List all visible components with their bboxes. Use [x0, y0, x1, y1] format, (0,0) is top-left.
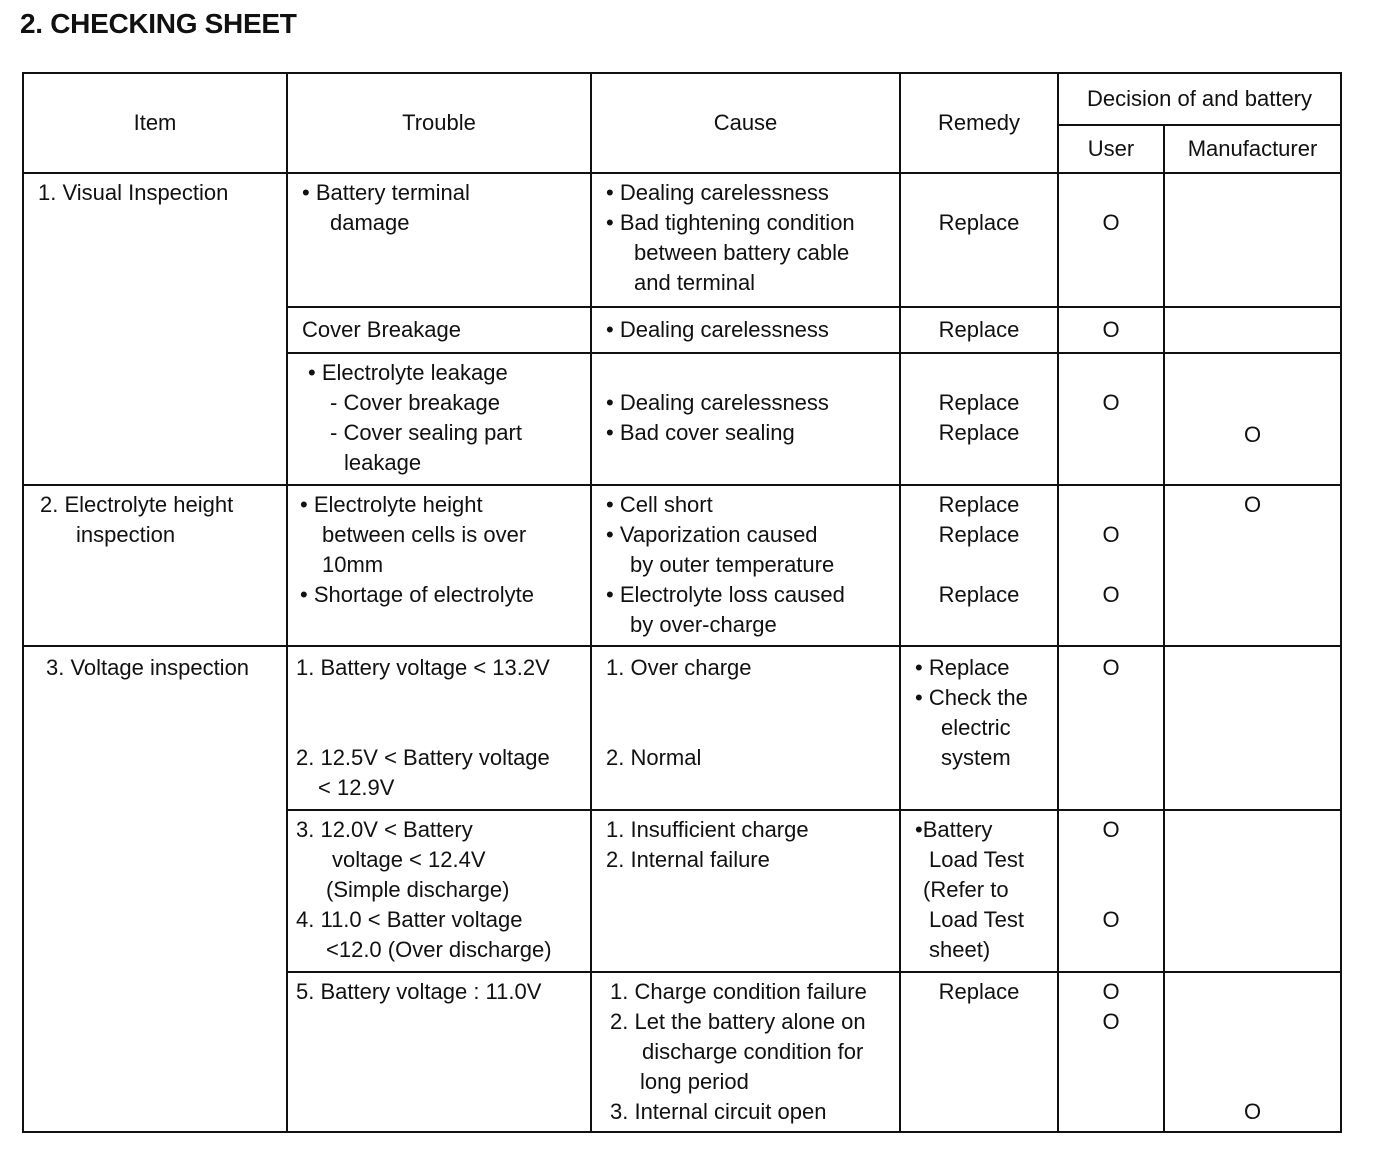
cause-line: 2. Normal — [606, 745, 702, 770]
remedy-line: Replace — [938, 582, 1020, 607]
remedy-line: •Battery — [915, 817, 993, 842]
cause-line: • Dealing carelessness — [606, 317, 829, 342]
user-cell — [1058, 646, 1164, 810]
remedy-line: Replace — [938, 210, 1020, 235]
remedy-line: electric — [941, 715, 1011, 740]
cause-line: 1. Charge condition failure — [610, 979, 867, 1004]
trouble-line: - Cover sealing part — [330, 420, 522, 445]
remedy-line: Replace — [938, 522, 1020, 547]
user-mark: O — [1102, 317, 1120, 342]
remedy-line: Load Test — [929, 907, 1025, 932]
manufacturer-cell — [1164, 646, 1341, 810]
manufacturer-cell — [1164, 810, 1341, 972]
manufacturer-cell — [1164, 307, 1341, 353]
remedy-cell — [900, 307, 1058, 353]
trouble-cell — [287, 353, 591, 485]
table-row — [23, 646, 1341, 810]
trouble-line: damage — [330, 210, 410, 235]
trouble-line: 3. 12.0V < Battery — [296, 817, 473, 842]
remedy-cell — [900, 972, 1058, 1132]
cause-cell — [591, 307, 900, 353]
trouble-cell — [287, 972, 591, 1132]
user-mark: O — [1102, 522, 1120, 547]
spacer — [909, 550, 1049, 580]
remedy-line: Replace — [938, 317, 1020, 342]
remedy-line: Replace — [938, 979, 1020, 1004]
remedy-cell — [900, 353, 1058, 485]
cause-line: 3. Internal circuit open — [610, 1099, 827, 1124]
header-cause: Cause — [591, 73, 900, 173]
user-mark: O — [1102, 817, 1120, 842]
remedy-line: • Replace — [915, 655, 1010, 680]
cause-line: 2. Let the battery alone on — [610, 1009, 866, 1034]
trouble-line: • Battery terminal — [302, 180, 470, 205]
cause-cell — [591, 646, 900, 810]
cause-line: • Bad tightening condition — [606, 210, 855, 235]
cause-line: and terminal — [634, 270, 756, 295]
user-cell — [1058, 972, 1164, 1132]
item-label: 1. Visual Inspection — [38, 180, 229, 205]
manufacturer-mark: O — [1243, 1099, 1262, 1124]
trouble-line: <12.0 (Over discharge) — [326, 937, 552, 962]
cause-cell — [591, 353, 900, 485]
manufacturer-mark: O — [1243, 492, 1262, 517]
spacer — [1067, 845, 1155, 905]
spacer — [1067, 550, 1155, 580]
remedy-cell — [900, 173, 1058, 307]
page-title: 2. CHECKING SHEET — [20, 8, 297, 39]
cause-cell — [591, 485, 900, 646]
remedy-line: Load Test — [929, 847, 1025, 872]
trouble-line: 2. 12.5V < Battery voltage — [296, 745, 550, 770]
item-cell — [23, 173, 287, 485]
trouble-line: 10mm — [322, 552, 384, 577]
remedy-cell — [900, 810, 1058, 972]
trouble-cell — [287, 810, 591, 972]
user-cell — [1058, 810, 1164, 972]
table-row — [23, 485, 1341, 646]
trouble-line: Cover Breakage — [302, 317, 461, 342]
user-cell — [1058, 353, 1164, 485]
header-decision: Decision of and battery — [1058, 73, 1341, 125]
header-trouble: Trouble — [287, 73, 591, 173]
item-label: 3. Voltage inspection — [46, 655, 250, 680]
trouble-cell — [287, 307, 591, 353]
spacer — [296, 683, 582, 743]
cause-cell — [591, 972, 900, 1132]
trouble-line: leakage — [344, 450, 422, 475]
checking-sheet-table — [22, 72, 1342, 1133]
trouble-cell — [287, 173, 591, 307]
header-item: Item — [23, 73, 287, 173]
header-user: User — [1058, 125, 1164, 173]
remedy-line: Replace — [938, 420, 1020, 445]
cause-line: • Electrolyte loss caused — [606, 582, 845, 607]
user-cell — [1058, 485, 1164, 646]
trouble-line: (Simple discharge) — [326, 877, 510, 902]
manufacturer-cell — [1164, 972, 1341, 1132]
user-mark: O — [1102, 1009, 1120, 1034]
cause-line: 1. Over charge — [606, 655, 752, 680]
item-label: 2. Electrolyte height — [40, 492, 234, 517]
cause-line: • Cell short — [606, 492, 713, 517]
cause-line: by outer temperature — [630, 552, 835, 577]
cause-cell — [591, 173, 900, 307]
manufacturer-cell — [1164, 485, 1341, 646]
remedy-line: Replace — [938, 390, 1020, 415]
user-mark: O — [1102, 390, 1120, 415]
item-cell — [23, 485, 287, 646]
cause-line: • Bad cover sealing — [606, 420, 795, 445]
cause-line: between battery cable — [634, 240, 850, 265]
table-row — [23, 173, 1341, 307]
remedy-cell — [900, 646, 1058, 810]
trouble-line: • Electrolyte leakage — [308, 360, 508, 385]
remedy-cell — [900, 485, 1058, 646]
trouble-line: - Cover breakage — [330, 390, 500, 415]
trouble-cell — [287, 485, 591, 646]
cause-line: 2. Internal failure — [606, 847, 770, 872]
cause-line: • Vaporization caused — [606, 522, 818, 547]
trouble-line: 1. Battery voltage < 13.2V — [296, 655, 550, 680]
trouble-line: < 12.9V — [318, 775, 395, 800]
spacer — [600, 683, 891, 743]
user-cell — [1058, 307, 1164, 353]
trouble-line: 4. 11.0 < Batter voltage — [296, 907, 523, 932]
remedy-line: sheet) — [929, 937, 991, 962]
remedy-line: system — [941, 745, 1011, 770]
user-mark: O — [1102, 655, 1120, 680]
user-cell — [1058, 173, 1164, 307]
trouble-cell — [287, 646, 591, 810]
remedy-line: • Check the — [915, 685, 1028, 710]
cause-line: long period — [640, 1069, 749, 1094]
trouble-line: • Electrolyte height — [300, 492, 483, 517]
item-label: inspection — [76, 522, 176, 547]
manufacturer-cell — [1164, 353, 1341, 485]
remedy-line: (Refer to — [923, 877, 1009, 902]
header-remedy: Remedy — [900, 73, 1058, 173]
header-manufacturer: Manufacturer — [1164, 125, 1341, 173]
cause-line: 1. Insufficient charge — [606, 817, 809, 842]
trouble-line: voltage < 12.4V — [332, 847, 486, 872]
trouble-line: 5. Battery voltage : 11.0V — [296, 979, 542, 1004]
trouble-line: between cells is over — [322, 522, 527, 547]
item-cell — [23, 646, 287, 1132]
cause-line: discharge condition for — [642, 1039, 864, 1064]
cause-cell — [591, 810, 900, 972]
manufacturer-cell — [1164, 173, 1341, 307]
user-mark: O — [1102, 210, 1120, 235]
header-row-1 — [23, 73, 1341, 125]
user-mark: O — [1102, 907, 1120, 932]
cause-line: by over-charge — [630, 612, 777, 637]
remedy-line: Replace — [938, 492, 1020, 517]
trouble-line: • Shortage of electrolyte — [300, 582, 534, 607]
user-mark: O — [1102, 582, 1120, 607]
cause-line: • Dealing carelessness — [606, 180, 829, 205]
manufacturer-mark: O — [1243, 422, 1262, 447]
user-mark: O — [1102, 979, 1120, 1004]
cause-line: • Dealing carelessness — [606, 390, 829, 415]
